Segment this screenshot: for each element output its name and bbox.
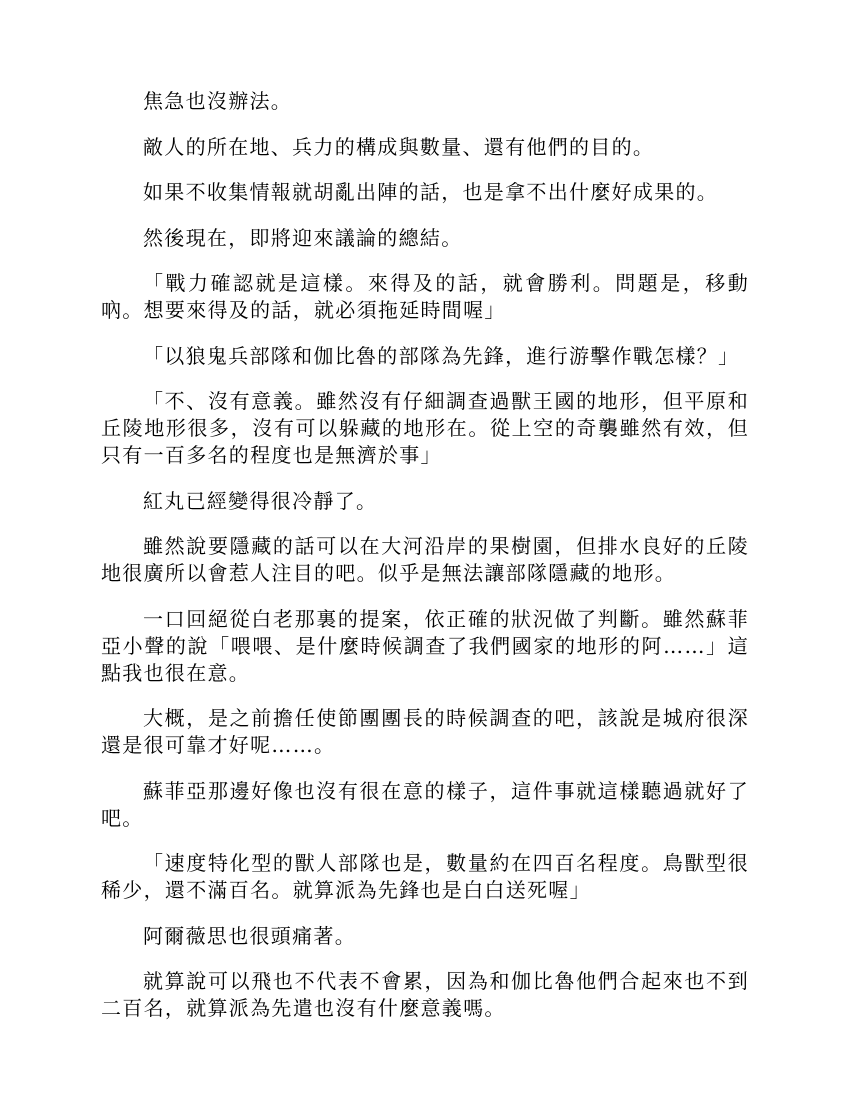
paragraph: 一口回絕從白老那裏的提案，依正確的狀況做了判斷。雖然蘇菲亞小聲的說「喂喂、是什麼時候調查了我們國家的地形的阿……」這點我也很在意。	[101, 606, 749, 685]
paragraph: 如果不收集情報就胡亂出陣的話，也是拿不出什麼好成果的。	[143, 180, 719, 204]
paragraph: 然後現在，即將迎來議論的總結。	[143, 225, 463, 250]
dialogue-paragraph: 「速度特化型的獸人部隊也是，數量約在四百名程度。鳥獸型很稀少，還不滿百名。就算派為先鋒也是白白送死喔」	[101, 851, 749, 902]
paragraph: 敵人的所在地、兵力的構成與數量、還有他們的目的。	[143, 134, 655, 159]
paragraph: 大概，是之前擔任使節團團長的時候調查的吧，該說是城府很深還是很可靠才好呢……。	[101, 706, 749, 757]
paragraph: 蘇菲亞那邊好像也沒有很在意的樣子，這件事就這樣聽過就好了吧。	[101, 778, 749, 830]
paragraph: 就算說可以飛也不代表不會累，因為和伽比魯他們合起來也不到二百名，就算派為先遣也沒有什麼意義嗎。	[101, 969, 749, 1020]
dialogue-paragraph: 「以狼鬼兵部隊和伽比魯的部隊為先鋒，進行游擊作戰怎樣？」	[143, 343, 740, 368]
paragraph: 雖然說要隱藏的話可以在大河沿岸的果樹園，但排水良好的丘陵地很廣所以會惹人注目的吧。似乎是無法讓部隊隱藏的地形。	[101, 534, 749, 585]
paragraph: 焦急也沒辦法。	[143, 89, 293, 113]
dialogue-paragraph: 「不、沒有意義。雖然沒有仔細調查過獸王國的地形，但平原和丘陵地形很多，沒有可以躲藏的地形在。從上空的奇襲雖然有效，但只有一百多名的程度也是無濟於事」	[101, 389, 749, 467]
paragraph: 阿爾薇思也很頭痛著。	[143, 923, 356, 948]
paragraph: 紅丸已經變得很冷靜了。	[143, 488, 378, 513]
dialogue-paragraph: 「戰力確認就是這樣。來得及的話，就會勝利。問題是，移動吶。想要來得及的話，就必須拖延時間喔」	[101, 271, 749, 322]
document-body	[101, 88, 749, 1041]
